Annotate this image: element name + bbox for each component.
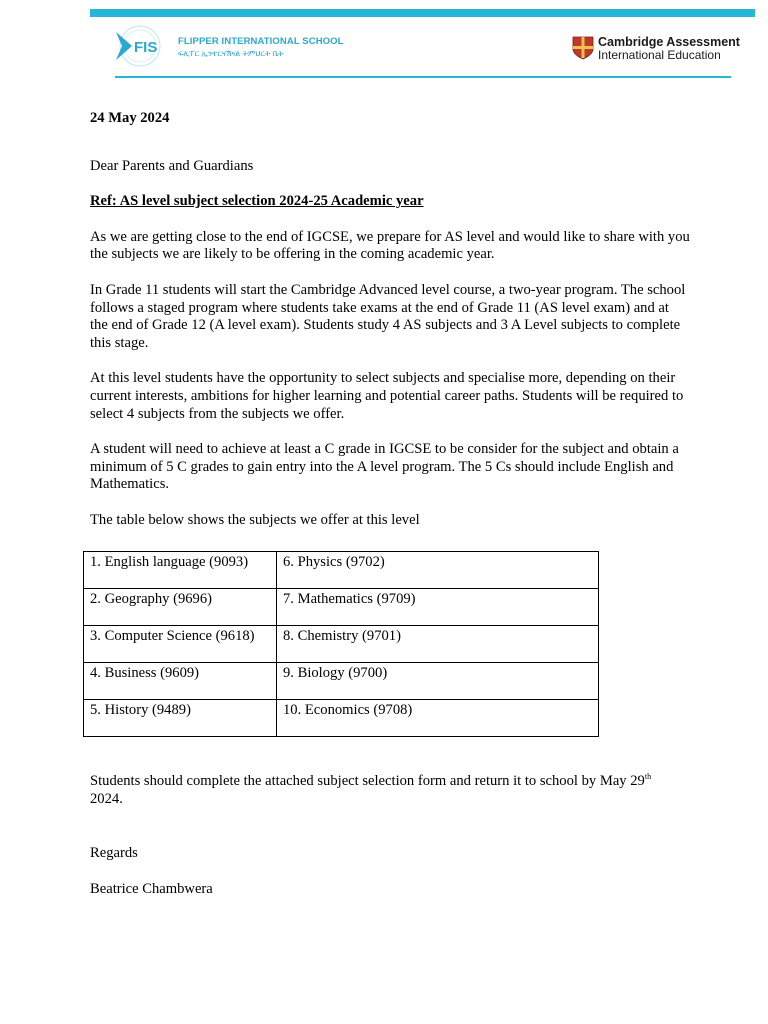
deadline-year: 2024. bbox=[90, 790, 123, 807]
subject-cell: 9. Biology (9700) bbox=[277, 663, 599, 700]
table-row bbox=[84, 589, 599, 626]
subject-cell: 1. English language (9093) bbox=[84, 552, 277, 589]
table-row bbox=[84, 663, 599, 700]
subject-cell: 2. Geography (9696) bbox=[84, 589, 277, 626]
cambridge-branding bbox=[598, 36, 740, 62]
paragraph-selection: At this level students have the opportunity to select subjects and specialise more, depending on their current interests, ambitions for higher learning and potential career paths. Students will be required to select 4 subjects from the subjects we offer. bbox=[90, 370, 684, 422]
paragraph-intro: As we are getting close to the end of IGCSE, we prepare for AS level and would like to share with you the subjects we are likely to be offering in the coming academic year. bbox=[90, 228, 690, 263]
subject-cell: 7. Mathematics (9709) bbox=[277, 589, 599, 626]
fis-logo-icon bbox=[112, 24, 172, 70]
cambridge-shield-icon bbox=[572, 36, 594, 60]
deadline-text: Students should complete the attached subject selection form and return it to school by May 29 bbox=[90, 773, 645, 789]
table-row bbox=[84, 552, 599, 589]
table-row bbox=[84, 700, 599, 737]
letter-date: 24 May 2024 bbox=[90, 110, 170, 126]
subject-cell: 5. History (9489) bbox=[84, 700, 277, 737]
reference-line: Ref: AS level subject selection 2024-25 Academic year bbox=[90, 193, 424, 210]
school-name: FLIPPER INTERNATIONAL SCHOOL bbox=[178, 36, 344, 47]
deadline-paragraph bbox=[90, 773, 690, 808]
cambridge-subtitle: International Education bbox=[598, 48, 721, 62]
cambridge-title: Cambridge Assessment bbox=[598, 35, 740, 49]
subject-cell: 3. Computer Science (9618) bbox=[84, 626, 277, 663]
deadline-ordinal: th bbox=[644, 772, 652, 782]
paragraph-table-intro: The table below shows the subjects we offer at this level bbox=[90, 511, 420, 528]
letter-body bbox=[90, 110, 690, 530]
subject-cell: 4. Business (9609) bbox=[84, 663, 277, 700]
salutation: Dear Parents and Guardians bbox=[90, 157, 254, 174]
school-name-amharic: ፍሊፐር ኢንተርናሽናል ትምህርት ቤት bbox=[178, 49, 284, 58]
header-divider bbox=[115, 76, 731, 78]
subject-cell: 8. Chemistry (9701) bbox=[277, 626, 599, 663]
svg-text:FIS: FIS bbox=[134, 39, 158, 56]
closing-block bbox=[90, 845, 690, 898]
table-row bbox=[84, 626, 599, 663]
subject-cell: 10. Economics (9708) bbox=[277, 700, 599, 737]
signatory-name: Beatrice Chambwera bbox=[90, 880, 213, 897]
regards: Regards bbox=[90, 845, 138, 861]
paragraph-program: In Grade 11 students will start the Cambridge Advanced level course, a two-year program. The school follows a staged program where students take exams at the end of Grade 11 (AS level exam) and at the end of Grade 12 (A level exam). Students study 4 AS subjects and 3 A Level subjects to complete this stage. bbox=[90, 281, 686, 351]
paragraph-requirements: A student will need to achieve at least a C grade in IGCSE to be consider for the subject and obtain a minimum of 5 C grades to gain entry into the A level program. The 5 Cs should include English and Mathematics. bbox=[90, 441, 679, 493]
header-top-bar bbox=[90, 9, 755, 17]
subject-cell: 6. Physics (9702) bbox=[277, 552, 599, 589]
subjects-table bbox=[83, 551, 599, 737]
school-name-block bbox=[178, 36, 344, 60]
